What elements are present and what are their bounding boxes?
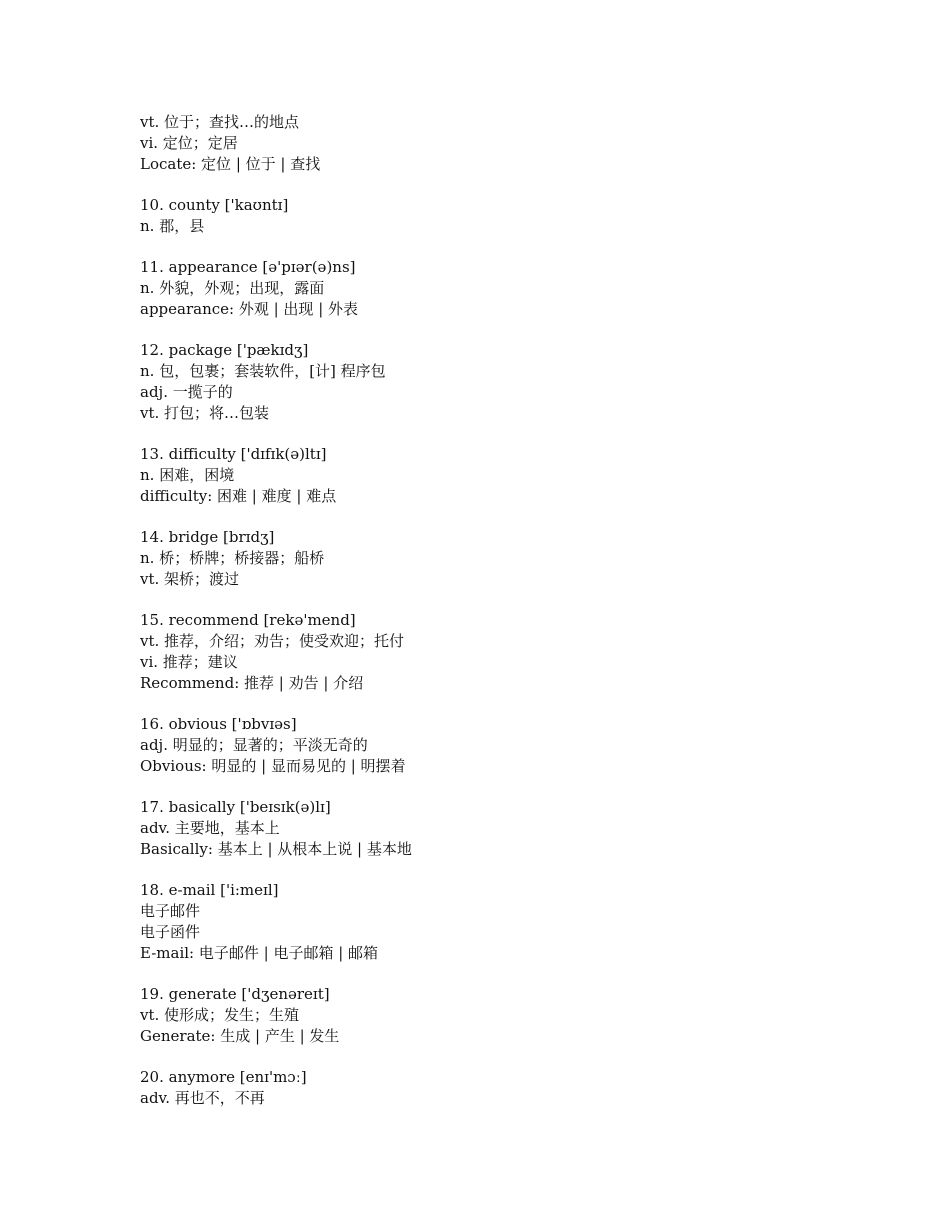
entry-definition-line: difficulty: 困难 | 难度 | 难点	[140, 487, 337, 505]
entry-spacer	[140, 237, 900, 257]
entry-headword: 18. e-mail ['i:meɪl]	[140, 881, 279, 899]
entry-headword: 15. recommend [rekə'mend]	[140, 611, 356, 629]
entry-definition-line: n. 桥；桥牌；桥接器；船桥	[140, 549, 325, 567]
entry-spacer	[140, 507, 900, 527]
entry-definition-line: vt. 打包；将…包装	[140, 404, 270, 422]
vocab-entry	[140, 112, 900, 175]
entry-headword: 11. appearance [ə'pɪər(ə)ns]	[140, 258, 356, 276]
entry-definition-line: appearance: 外观 | 出现 | 外表	[140, 300, 359, 318]
vocab-entry	[140, 527, 900, 590]
entry-definition-line: Locate: 定位 | 位于 | 查找	[140, 155, 321, 173]
entry-definition-line: vi. 定位；定居	[140, 134, 238, 152]
entry-definition-line: 电子邮件	[140, 902, 201, 920]
entry-definition-line: adj. 一揽子的	[140, 383, 233, 401]
entry-definition-line: n. 外貌，外观；出现，露面	[140, 279, 325, 297]
vocab-entry	[140, 257, 900, 320]
entry-headword: 13. difficulty ['dɪfɪk(ə)ltɪ]	[140, 445, 327, 463]
vocab-entry	[140, 880, 900, 964]
entry-definition-line: vi. 推荐；建议	[140, 653, 238, 671]
entry-headword: 16. obvious ['ɒbvɪəs]	[140, 715, 297, 733]
entry-headword: 17. basically ['beɪsɪk(ə)lɪ]	[140, 798, 331, 816]
entry-definition-line: Recommend: 推荐 | 劝告 | 介绍	[140, 674, 364, 692]
entry-definition-line: adv. 再也不，不再	[140, 1089, 265, 1107]
entry-definition-line: vt. 使形成；发生；生殖	[140, 1006, 300, 1024]
entry-headword: 20. anymore [enɪ'mɔː]	[140, 1068, 307, 1086]
document-page	[140, 112, 900, 1109]
vocab-entry	[140, 444, 900, 507]
entry-spacer	[140, 777, 900, 797]
vocab-entry	[140, 340, 900, 424]
entry-definition-line: Basically: 基本上 | 从根本上说 | 基本地	[140, 840, 412, 858]
entry-headword: 14. bridge [brɪdʒ]	[140, 528, 275, 546]
entry-definition-line: Generate: 生成 | 产生 | 发生	[140, 1027, 340, 1045]
entry-definition-line: Obvious: 明显的 | 显而易见的 | 明摆着	[140, 757, 406, 775]
entry-headword: 10. county ['kaʊntɪ]	[140, 196, 289, 214]
entry-spacer	[140, 320, 900, 340]
entry-headword: 19. generate ['dʒenəreɪt]	[140, 985, 330, 1003]
vocab-entry	[140, 984, 900, 1047]
entry-definition-line: n. 郡，县	[140, 217, 205, 235]
entry-headword: 12. package ['pækɪdʒ]	[140, 341, 309, 359]
entry-definition-line: vt. 推荐，介绍；劝告；使受欢迎；托付	[140, 632, 405, 650]
entry-definition-line: adv. 主要地，基本上	[140, 819, 280, 837]
vocab-entry	[140, 714, 900, 777]
entry-spacer	[140, 964, 900, 984]
entry-definition-line: 电子函件	[140, 923, 201, 941]
entry-spacer	[140, 424, 900, 444]
entry-spacer	[140, 1047, 900, 1067]
entry-spacer	[140, 590, 900, 610]
vocab-entry	[140, 195, 900, 237]
entry-definition-line: E-mail: 电子邮件 | 电子邮箱 | 邮箱	[140, 944, 379, 962]
entry-spacer	[140, 860, 900, 880]
entry-definition-line: vt. 位于；查找…的地点	[140, 113, 300, 131]
vocab-entry	[140, 797, 900, 860]
entry-definition-line: vt. 架桥；渡过	[140, 570, 240, 588]
entry-definition-line: adj. 明显的；显著的；平淡无奇的	[140, 736, 368, 754]
entry-spacer	[140, 694, 900, 714]
entry-spacer	[140, 175, 900, 195]
vocab-entry	[140, 610, 900, 694]
entry-definition-line: n. 困难，困境	[140, 466, 235, 484]
entry-definition-line: n. 包，包裹；套装软件，[计] 程序包	[140, 362, 386, 380]
vocab-entry	[140, 1067, 900, 1109]
